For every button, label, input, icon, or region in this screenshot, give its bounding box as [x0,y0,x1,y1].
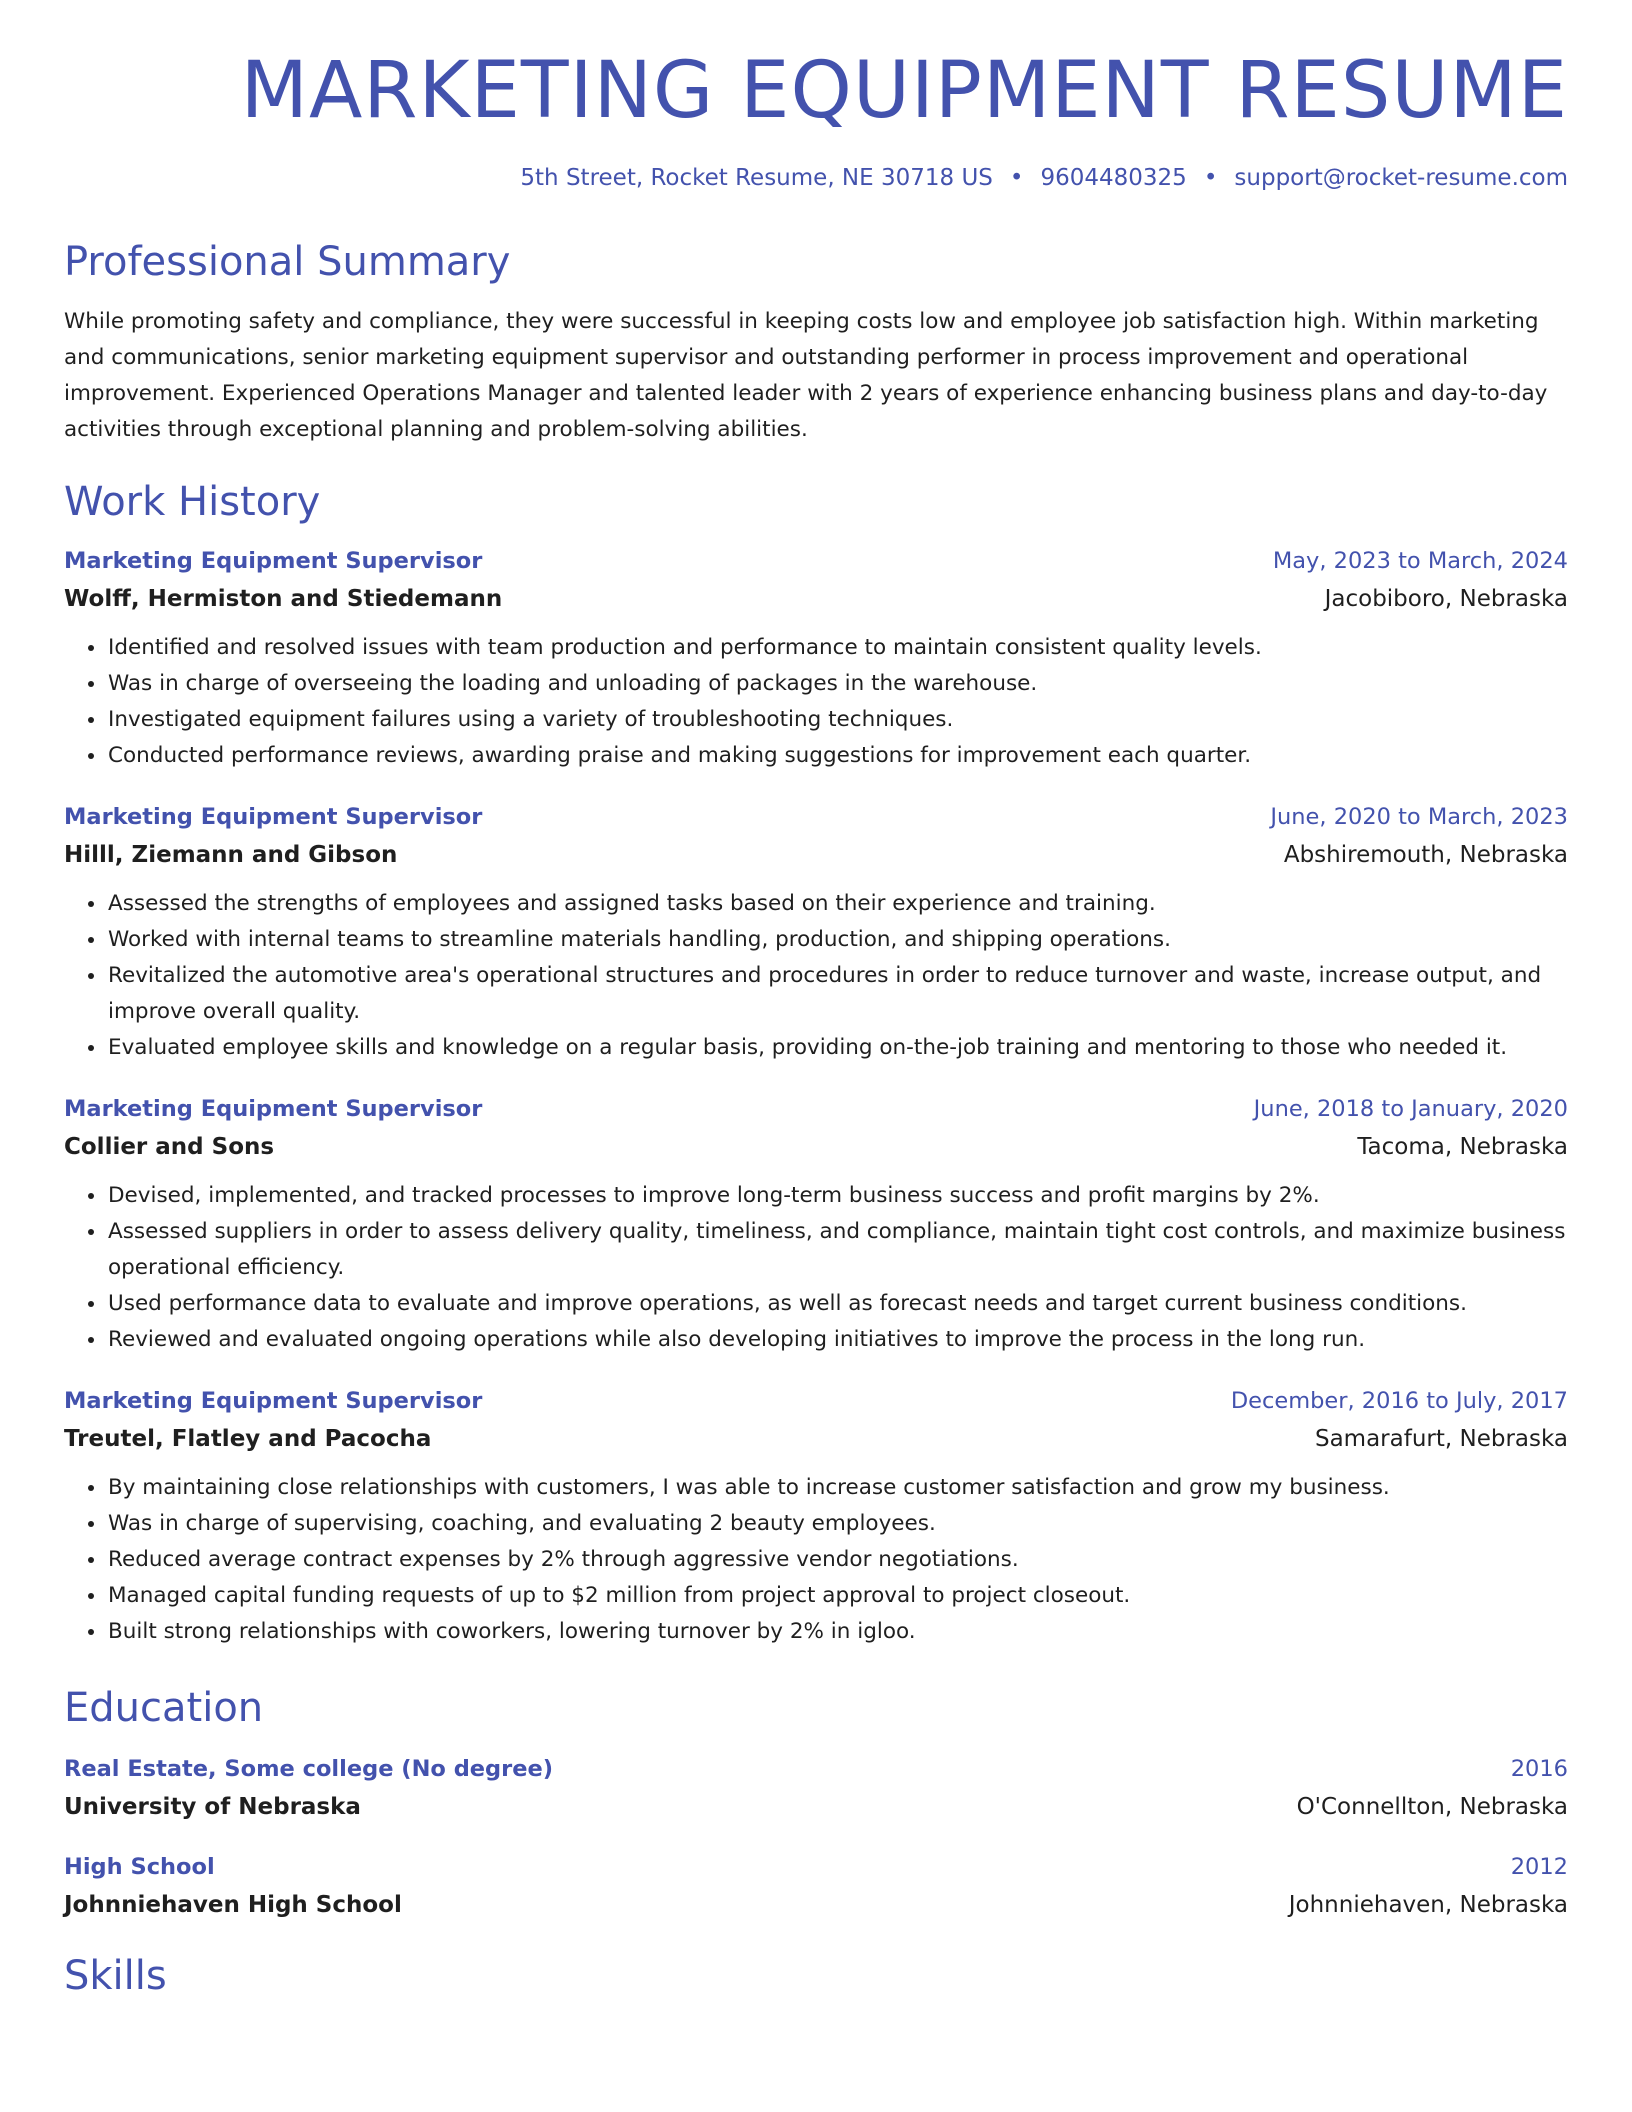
job-bullets [64,886,1568,1066]
job-bullets [64,1470,1568,1650]
job-company: Collier and Sons [64,1134,275,1160]
education-school: Johnniehaven High School [64,1892,402,1918]
job-bullet: • By maintaining close relationships with customers, I was able to increase customer satisfaction and grow my business. [107,1470,1568,1506]
job-bullet: • Reduced average contract expenses by 2% through aggressive vendor negotiations. [107,1542,1568,1578]
education-school: University of Nebraska [64,1794,361,1820]
summary-text: While promoting safety and compliance, they were successful in keeping costs low and employee job satisfaction high. Within marketing and communications, senior marketing equipment supervisor and outstanding performer in process improvement and operational improvement. Experienced Operations Manager and talented leader with 2 years of experience enhancing business plans and day-to-day activities through exceptional planning and problem-solving abilities. [64,309,1548,442]
resume-title: MARKETING EQUIPMENT RESUME [240,46,1568,136]
work-entry [64,804,1568,1066]
education-year: 2016 [1510,1756,1568,1782]
job-role: Marketing Equipment Supervisor [64,804,483,830]
contact-address: 5th Street, Rocket Resume, NE 30718 US [520,165,993,191]
contact-separator: • [1203,165,1218,191]
job-bullet: • Assessed the strengths of employees and assigned tasks based on their experience and training. [107,886,1568,922]
job-role: Marketing Equipment Supervisor [64,1388,483,1414]
job-location: Abshiremouth, Nebraska [1283,842,1568,868]
job-role: Marketing Equipment Supervisor [64,1096,483,1122]
contact-line [64,167,1568,190]
education-degree: Real Estate, Some college (No degree) [64,1756,554,1782]
job-bullet: • Identified and resolved issues with team production and performance to maintain consistent quality levels. [107,630,1568,666]
job-bullet: • Evaluated employee skills and knowledge on a regular basis, providing on-the-job training and mentoring to those who needed it. [107,1030,1568,1066]
work-entry [64,1388,1568,1650]
job-bullet: • Reviewed and evaluated ongoing operations while also developing initiatives to improve the process in the long run. [107,1322,1568,1358]
job-bullet: • Devised, implemented, and tracked processes to improve long-term business success and profit margins by 2%. [107,1178,1568,1214]
job-bullet: • Managed capital funding requests of up to $2 million from project approval to project closeout. [107,1578,1568,1614]
contact-separator: • [1009,165,1024,191]
work-entry [64,1096,1568,1358]
job-location: Tacoma, Nebraska [1357,1134,1568,1160]
job-bullet: • Worked with internal teams to streamline materials handling, production, and shipping operations. [107,922,1568,958]
job-role: Marketing Equipment Supervisor [64,548,483,574]
job-bullet: • Used performance data to evaluate and improve operations, as well as forecast needs and target current business conditions. [107,1286,1568,1322]
section-title-education: Education [64,1685,264,1731]
job-dates: May, 2023 to March, 2024 [1272,548,1568,574]
job-dates: June, 2018 to January, 2020 [1253,1096,1568,1122]
job-company: Hilll, Ziemann and Gibson [64,842,398,868]
job-location: Samarafurt, Nebraska [1314,1426,1568,1452]
education-entry [64,1854,1568,1918]
job-location: Jacobiboro, Nebraska [1324,586,1568,612]
education-location: O'Connellton, Nebraska [1296,1794,1568,1820]
section-title-summary: Professional Summary [64,239,511,285]
work-entry [64,548,1568,774]
job-bullet: • Built strong relationships with coworkers, lowering turnover by 2% in igloo. [107,1614,1568,1650]
job-bullets [64,630,1568,774]
education-year: 2012 [1510,1854,1568,1880]
job-bullet: • Was in charge of supervising, coaching, and evaluating 2 beauty employees. [107,1506,1568,1542]
job-bullets [64,1178,1568,1358]
section-title-skills: Skills [64,1953,167,1999]
contact-email: support@rocket-resume.com [1234,165,1568,191]
job-bullet: • Investigated equipment failures using a variety of troubleshooting techniques. [107,702,1568,738]
education-entry [64,1756,1568,1820]
resume-header [64,0,1568,190]
job-bullet: • Conducted performance reviews, awarding praise and making suggestions for improvement each quarter. [107,738,1568,774]
section-title-work-history: Work History [64,479,321,525]
job-bullet: • Assessed suppliers in order to assess delivery quality, timeliness, and compliance, maintain tight cost controls, and maximize business operational efficiency. [107,1214,1568,1286]
education-degree: High School [64,1854,215,1880]
job-bullet: • Revitalized the automotive area's operational structures and procedures in order to reduce turnover and waste, increase output, and improve overall quality. [107,958,1568,1030]
job-company: Treutel, Flatley and Pacocha [64,1426,432,1452]
contact-phone: 9604480325 [1040,165,1187,191]
job-company: Wolff, Hermiston and Stiedemann [64,586,503,612]
job-dates: June, 2020 to March, 2023 [1270,804,1568,830]
education-location: Johnniehaven, Nebraska [1288,1892,1568,1918]
job-dates: December, 2016 to July, 2017 [1230,1388,1568,1414]
job-bullet: • Was in charge of overseeing the loading and unloading of packages in the warehouse. [107,666,1568,702]
